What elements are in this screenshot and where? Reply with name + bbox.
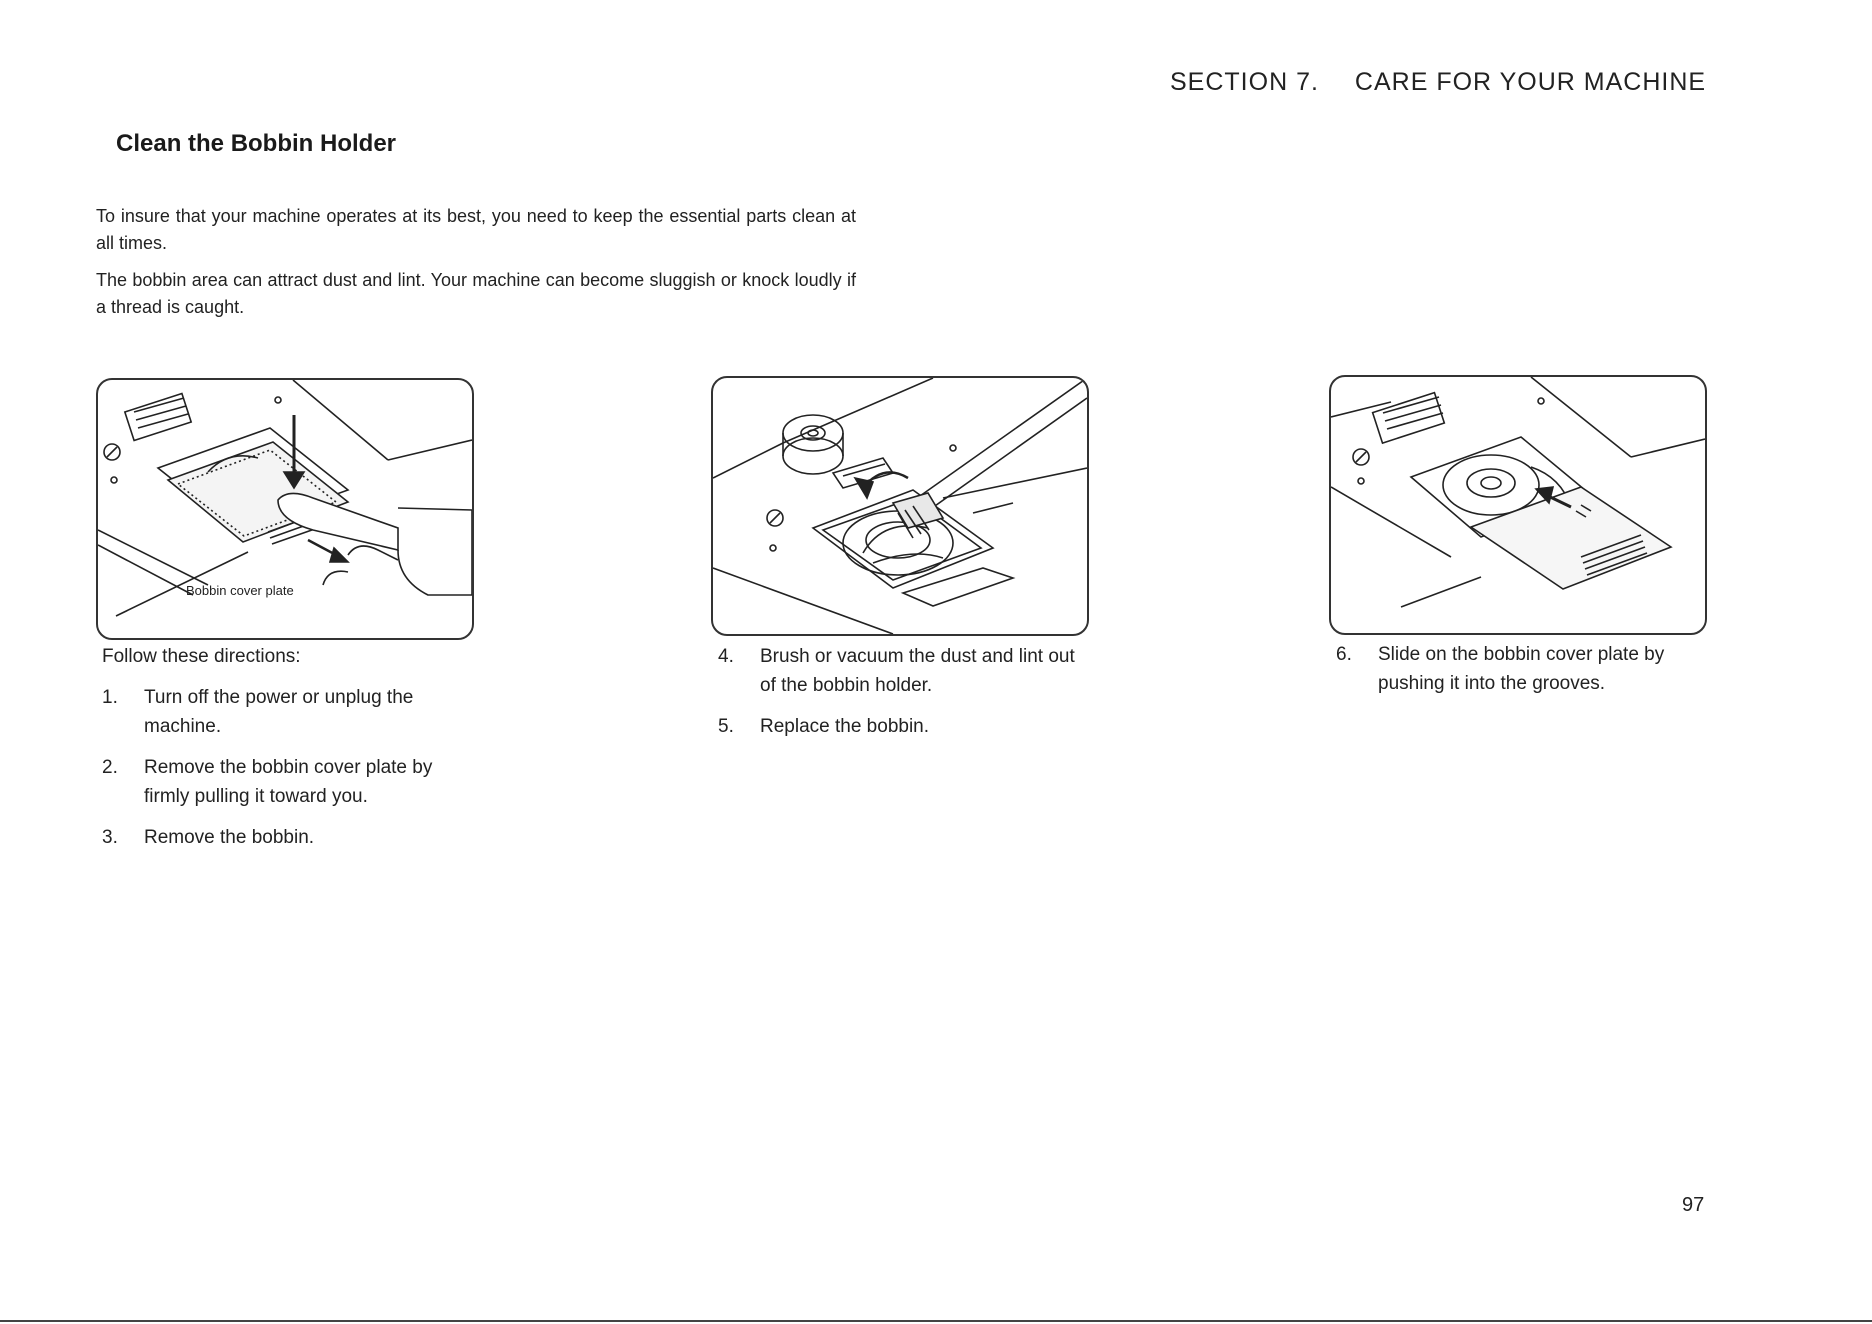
step-number: 5.: [718, 716, 734, 737]
step-text: Remove the bobbin.: [144, 827, 315, 848]
step-number: 2.: [102, 757, 118, 778]
steps-list: [718, 642, 1086, 741]
page-number: 97: [1682, 1194, 1705, 1216]
step-item: [102, 823, 472, 852]
remove-cover-plate-drawing: [98, 380, 472, 638]
step-number: 1.: [102, 687, 118, 708]
step-item: [102, 753, 472, 811]
section-number: SECTION 7.: [1170, 68, 1319, 96]
steps-column-2: [718, 642, 1086, 753]
step-number: 3.: [102, 827, 118, 848]
step-item: [102, 683, 472, 741]
section-title: CARE FOR YOUR MACHINE: [1354, 68, 1707, 96]
directions-lead: Follow these directions:: [102, 646, 301, 667]
step-text: Brush or vacuum the dust and lint out of the bobbin holder.: [760, 646, 1075, 696]
steps-list: [1336, 640, 1704, 698]
illustration-brush-bobbin-holder: [711, 376, 1089, 636]
step-text: Replace the bobbin.: [760, 716, 930, 737]
steps-column-1: [102, 642, 472, 864]
intro-text: [96, 203, 856, 331]
illustration-slide-cover-plate: [1329, 375, 1707, 635]
steps-list: [102, 683, 472, 852]
bobbin-cover-plate-label: Bobbin cover plate: [186, 583, 294, 598]
intro-paragraph: The bobbin area can attract dust and lint. Your machine can become sluggish or knock loudly if a thread is caught.: [96, 270, 856, 317]
step-number: 6.: [1336, 644, 1352, 665]
section-header: [1170, 68, 1706, 97]
step-text: Slide on the bobbin cover plate by pushing it into the grooves.: [1378, 644, 1665, 694]
steps-column-3: [1336, 640, 1704, 710]
intro-paragraph: To insure that your machine operates at its best, you need to keep the essential parts clean at all times.: [96, 206, 856, 253]
bottom-rule: [0, 1320, 1872, 1322]
step-item: [1336, 640, 1704, 698]
brush-bobbin-holder-drawing: [713, 378, 1087, 634]
illustration-remove-cover-plate: [96, 378, 474, 640]
slide-cover-plate-drawing: [1331, 377, 1705, 633]
step-number: 4.: [718, 646, 734, 667]
step-text: Turn off the power or unplug the machine.: [144, 687, 414, 737]
step-item: [718, 642, 1086, 700]
step-item: [718, 712, 1086, 741]
page-title: Clean the Bobbin Holder: [116, 130, 397, 157]
step-text: Remove the bobbin cover plate by firmly pulling it toward you.: [144, 757, 433, 807]
